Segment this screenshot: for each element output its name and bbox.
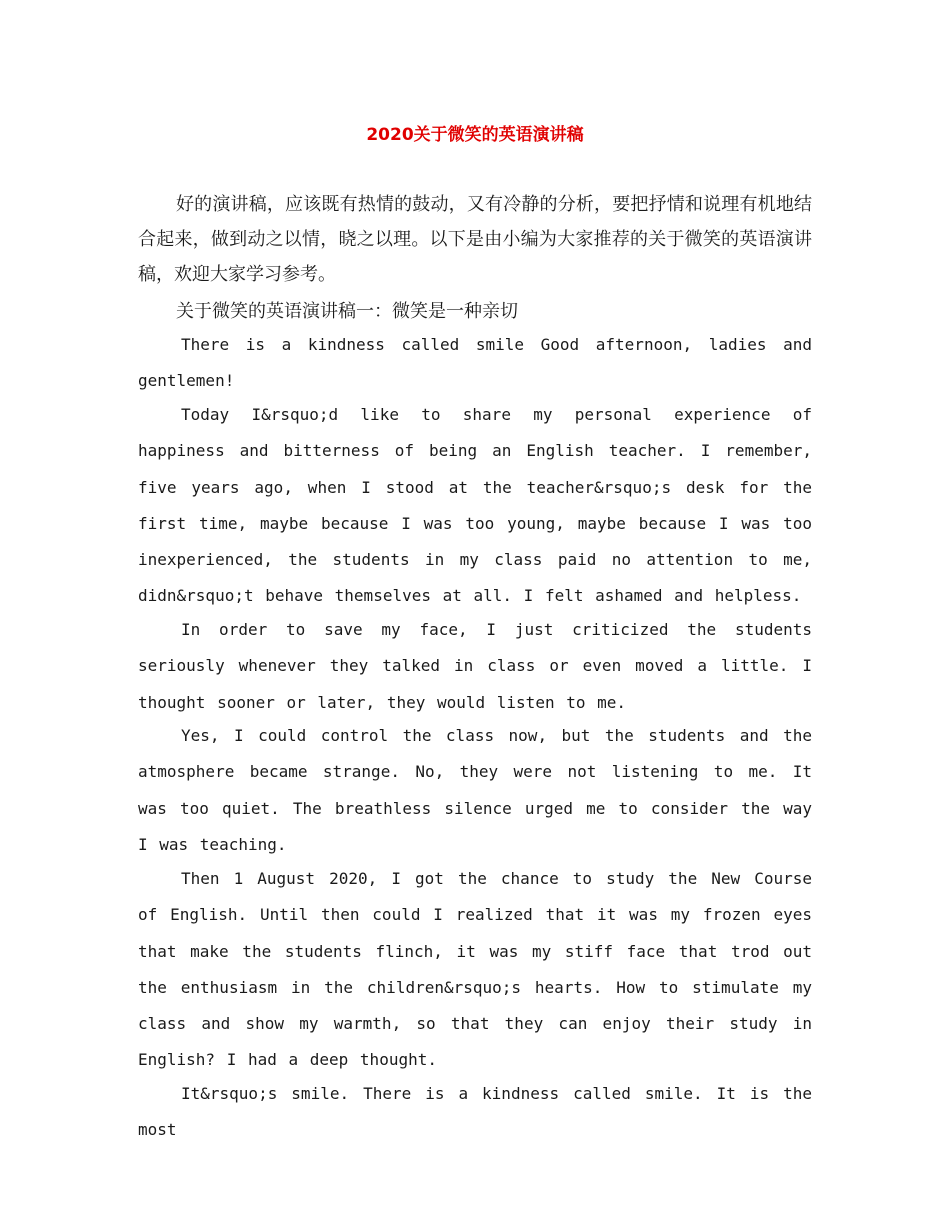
- body-paragraph: In order to save my face, I just criticized the students seriously whenever they talked in class or even moved a little. I thought sooner or later, they would listen to me.: [138, 620, 812, 712]
- intro-paragraph: 好的演讲稿，应该既有热情的鼓动，又有冷静的分析，要把抒情和说理有机地结合起来，做到动之以情，晓之以理。以下是由小编为大家推荐的关于微笑的英语演讲稿，欢迎大家学习参考。: [138, 194, 812, 285]
- document-title: 2020关于微笑的英语演讲稿: [366, 125, 584, 145]
- section-heading: 关于微笑的英语演讲稿一：微笑是一种亲切: [176, 301, 518, 322]
- body-paragraph: Then 1 August 2020, I got the chance to study the New Course of English. Until then could I realized that it was my frozen eyes that make the students flinch, it was my stiff face that trod out the enthusiasm in the children&rsquo;s hearts. How to stimulate my class and show my warmth, so that they can enjoy their study in English? I had a deep thought.: [138, 869, 812, 1070]
- body-paragraph: Today I&rsquo;d like to share my personal experience of happiness and bitterness of being an English teacher. I remember, five years ago, when I stood at the teacher&rsquo;s desk for the first time, maybe because I was too young, maybe because I was too inexperienced, the students in my class paid no attention to me, didn&rsquo;t behave themselves at all. I felt ashamed and helpless.: [138, 405, 812, 606]
- body-paragraph: Yes, I could control the class now, but the students and the atmosphere became strange. No, they were not listening to me. It was too quiet. The breathless silence urged me to consider the way I was teaching.: [138, 726, 812, 854]
- body-paragraph: It&rsquo;s smile. There is a kindness called smile. It is the most: [138, 1084, 812, 1140]
- body-paragraph: There is a kindness called smile Good afternoon, ladies and gentlemen!: [138, 335, 812, 391]
